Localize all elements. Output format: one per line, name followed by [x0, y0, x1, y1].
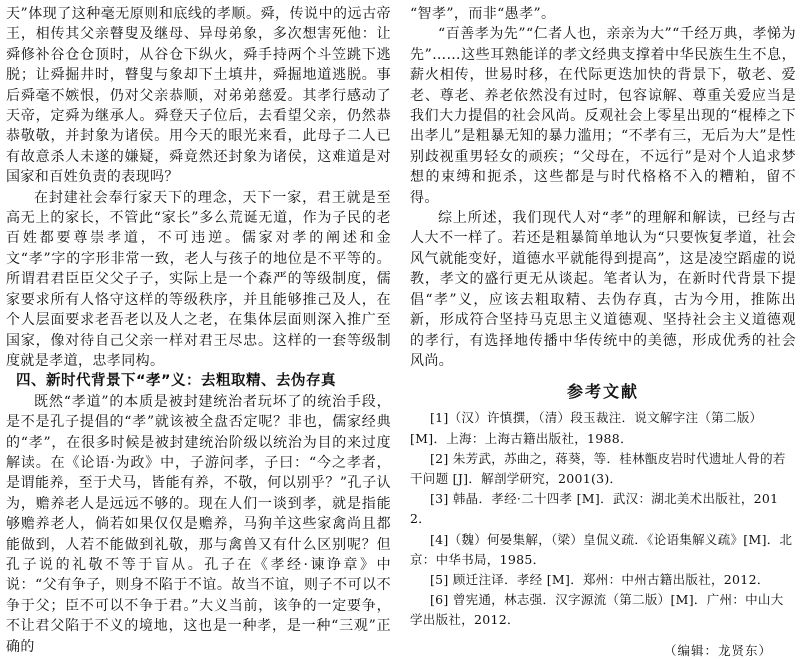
body-paragraph: 既然“孝道”的本质是被封建统治者玩坏了的统治手段，是不是孔子提倡的“孝”就该被全盘否定呢？非也，儒家经典的“孝”，在很多时候是被封建统治阶级以统治为目的来过度解读。在《论语·为政》中，子游问孝，子曰：“今之孝者，是谓能养，至于犬马，皆能有养，不敬，何以别乎？”孔子认为，赡养老人是远远不够的。现在人们一谈到孝，就是指能够赡养老人，倘若如果仅仅是赡养，马狗羊这些家禽尚且都能做到，人若不能做到礼敬，那与禽兽又有什么区别呢？但孔子说的礼敬不等于盲从。孔子在《孝经·谏诤章》中说：“父有争子，则身不陷于不谊。故当不谊，则子不可以不争于父；臣不可以不争于君。”大义当前，该争的一定要争，不让君父陷于不义的境地，这也是一种孝，是一种“三观”正确的	[6, 393, 391, 655]
body-paragraph: 天”体现了这种毫无原则和底线的孝顺。舜，传说中的远古帝王，相传其父亲瞽叟及继母、异母弟象，多次想害死他：让舜修补谷仓仓顶时，从谷仓下纵火，舜手持两个斗笠跳下逃脱；让舜掘井时，瞽叟与象却下土填井，舜掘地道逃脱。事后舜毫不嫉恨，仍对父亲恭顺，对弟弟慈爱。其孝行感动了天帝，定舜为继承人。舜登天子位后，去看望父亲，仍然恭恭敬敬，并封象为诸侯。用今天的眼光来看，此母子二人已有故意杀人未遂的嫌疑，舜竟然还封象为诸侯，这难道是对国家和百姓负责的表现吗？	[6, 6, 391, 186]
reference-item: [3] 韩晶．孝经·二十四孝 [M]．武汉：湖北美术出版社，2012．	[410, 491, 779, 527]
body-paragraph: “智孝”，而非“愚孝”。	[410, 6, 556, 22]
right-column	[410, 4, 796, 659]
references-title: 参考文献	[566, 382, 639, 402]
reference-item: [4]（魏）何晏集解，（梁）皇侃义疏．《论语集解义疏》[M]．北京：中华书局，1985．	[410, 531, 793, 567]
section-heading: 四、新时代背景下“孝”义：去粗取精、去伪存真	[16, 373, 337, 390]
body-paragraph: 综上所述，我们现代人对“孝”的理解和解读，已经与古人大不一样了。若还是粗暴简单地认为“只要恢复孝道，社会风气就能变好，道德水平就能得到提高”，这是凌空蹈虚的说教，孝文的盛行更无从谈起。笔者认为，在新时代背景下提倡“孝”义，应该去粗取精、去伪存真，古为今用，推陈出新，形成符合坚持马克思主义道德观、坚持社会主义道德观的孝行，有选择地传播中华传统中的美德，形成优秀的社会风尚。	[410, 210, 796, 369]
body-paragraph: “百善孝为先”“仁者人也，亲亲为大”“千经万典，孝悌为先”……这些耳熟能详的孝文经典支撑着中华民族生生不息，薪火相传，世易时移，在代际更迭加快的背景下，敬老、爱老、尊老、养老依然没有过时，包容谅解、尊重关爱应当是我们大力提倡的社会风尚。反观社会上零星出现的“棍棒之下出孝儿”是粗暴无知的暴力滥用；“不孝有三，无后为大”是性别歧视重男轻女的顽疾；“父母在，不远行”是对个人追求梦想的束缚和扼杀，这些都是与时代格格不入的糟粕，留不得。	[410, 26, 796, 206]
reference-item: [1]（汉）许慎撰，（清）段玉裁注．说文解字注（第二版）[M]．上海：上海古籍出版社，1988．	[410, 410, 763, 446]
editor-credit: （编辑：龙贤东）	[663, 642, 772, 658]
reference-item: [5] 顾迁注译．孝经 [M]．郑州：中州古籍出版社，2012．	[430, 571, 770, 587]
reference-item: [6] 曾宪通，林志强．汉字源流（第二版）[M]．广州：中山大学出版社，2012．	[410, 592, 784, 628]
reference-item: [2] 朱芳武，苏曲之，蒋葵，等．桂林甑皮岩时代遗址人骨的若干问题 [J]．解剖学研究，2001(3)．	[410, 450, 786, 486]
body-paragraph: 在封建社会奉行家天下的理念，天下一家，君王就是至高无上的家长，不管此“家长”多么荒诞无道，作为子民的老百姓都要尊崇孝道，不可违逆。儒家对孝的阐述和金文“孝”字的字形非常一致，老人与孩子的地位是不平等的。所谓君君臣臣父父子子，实际上是一个森严的等级制度，儒家要求所有人恪守这样的等级秩序，并且能够推己及人，在个人层面要求老吾老以及人之老，在集体层面则深入推广至国家，像对待自己父亲一样对君王尽忠。这样的一套等级制度就是孝道，忠孝同构。	[6, 189, 391, 369]
left-column	[6, 4, 391, 657]
references-list	[410, 408, 796, 630]
